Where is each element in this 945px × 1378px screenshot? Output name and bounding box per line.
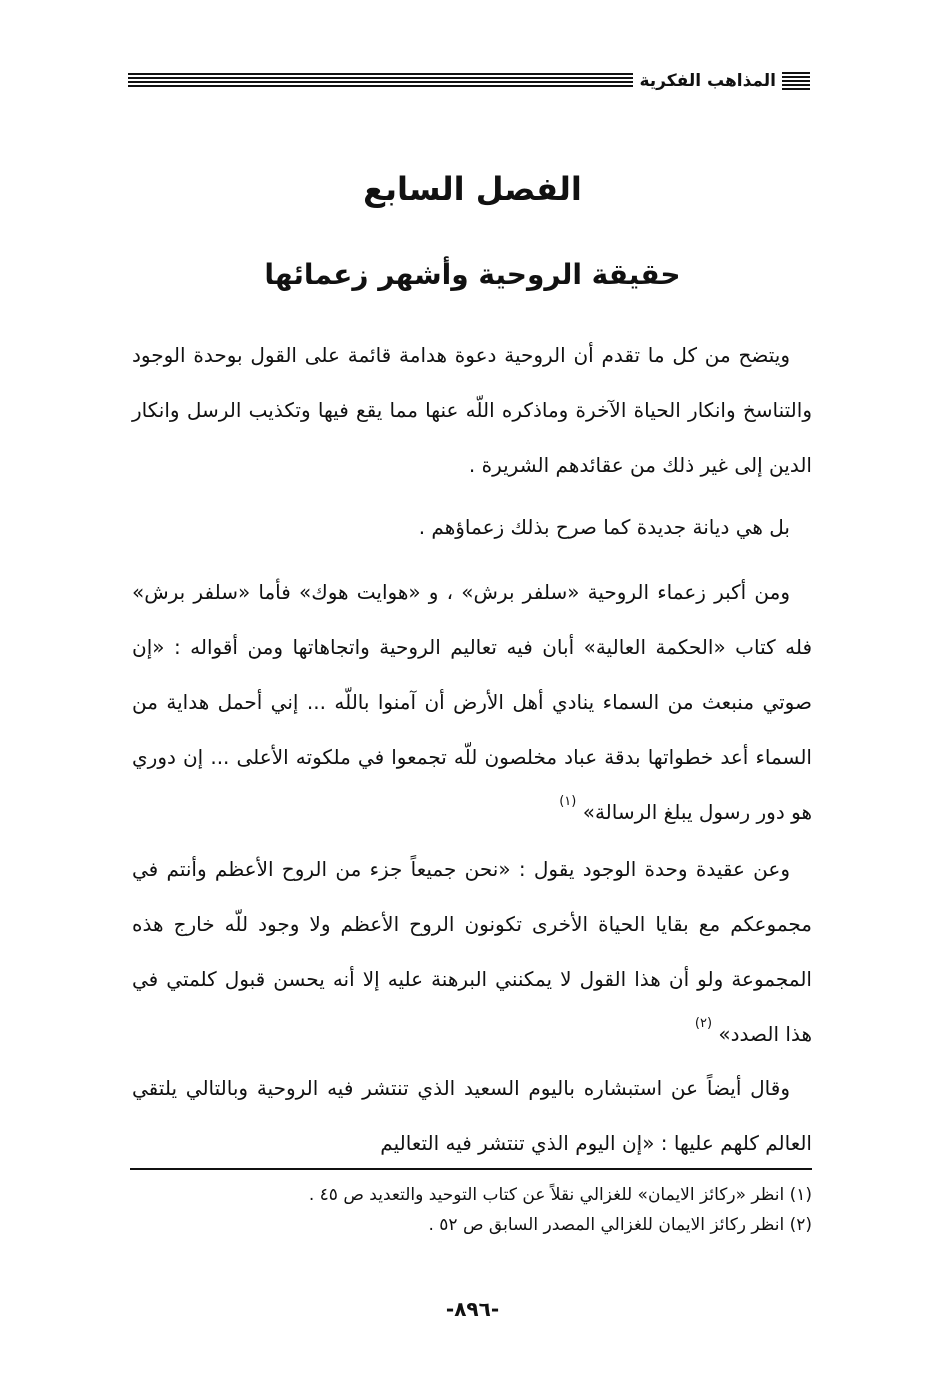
footnote-2: (٢) انظر ركائز الايمان للغزالي المصدر السابق ص ٥٢ . (428, 1215, 812, 1235)
paragraph-text: وقال أيضاً عن استبشاره باليوم السعيد الذي تنتشر فيه الروحية وبالتالي يلتقي العالم كلهم عليها : «إن اليوم الذي تنتشر فيه التعاليم (132, 1076, 812, 1155)
paragraph-text (132, 565, 812, 840)
paragraph-5 (132, 1061, 812, 1171)
page-number: -٨٩٦- (445, 1297, 500, 1321)
paragraph-text: ويتضح من كل ما تقدم أن الروحية دعوة هدامة قائمة على القول بوحدة الوجود والتناسخ وانكار الحياة الآخرة وماذكره اللّه عنها مما يقع فيها وتكذيب الرسل وانكار الدين إلى غير ذلك من عقائدهم الشريرة . (132, 343, 812, 477)
header-marker-lines (782, 72, 810, 90)
footnote-ref-1: (١) (559, 794, 577, 809)
footnotes (130, 1180, 812, 1240)
paragraph-4-text: وعن عقيدة وحدة الوجود يقول : «نحن جميعاً جزء من الروح الأعظم وأنتم في مجموعكم مع بقايا الحياة الأخرى تكونون الروح الأعظم ولا وجود للّه خارج هذه المجموعة ولو أن هذا القول لا يمكنني البرهنة عليه إلا أنه يحسن قبول كلمتي في هذا الصدد» (132, 857, 812, 1046)
paragraph-3-text: ومن أكبر زعماء الروحية «سلفر برش» ، و «هوايت هوك» فأما «سلفر برش» فله كتاب «الحكمة العالية» أبان فيه تعاليم الروحية واتجاهاتها ومن أقواله : «إن صوتي منبعث من السماء ينادي أهل الأرض أن آمنوا باللّه ... إني أحمل هداية من السماء أعد خطواتها بدقة عباد مخلصون للّه تجمعوا في ملكوته الأعلى ... إن دوري هو دور رسول يبلغ الرسالة» (132, 580, 812, 824)
chapter-title: الفصل السابع (363, 170, 582, 208)
footnote-divider (130, 1168, 812, 1170)
paragraph-1 (132, 328, 812, 493)
footnote-1: (١) انظر «ركائز الايمان» للغزالي نقلاً عن كتاب التوحيد والتعديد ص ٤٥ . (308, 1185, 812, 1205)
paragraph-text (132, 842, 812, 1062)
section-title: حقيقة الروحية وأشهر زعمائها (264, 258, 681, 291)
header-title: المذاهب الفكرية (639, 71, 776, 91)
running-header (128, 66, 810, 96)
paragraph-4 (132, 842, 812, 1062)
paragraph-text: بل هي ديانة جديدة كما صرح بذلك زعماؤهم . (418, 515, 790, 539)
footnote-ref-2: (٢) (694, 1016, 713, 1031)
header-rule-lines (128, 73, 633, 89)
paragraph-2 (132, 500, 812, 555)
paragraph-3 (132, 565, 812, 840)
